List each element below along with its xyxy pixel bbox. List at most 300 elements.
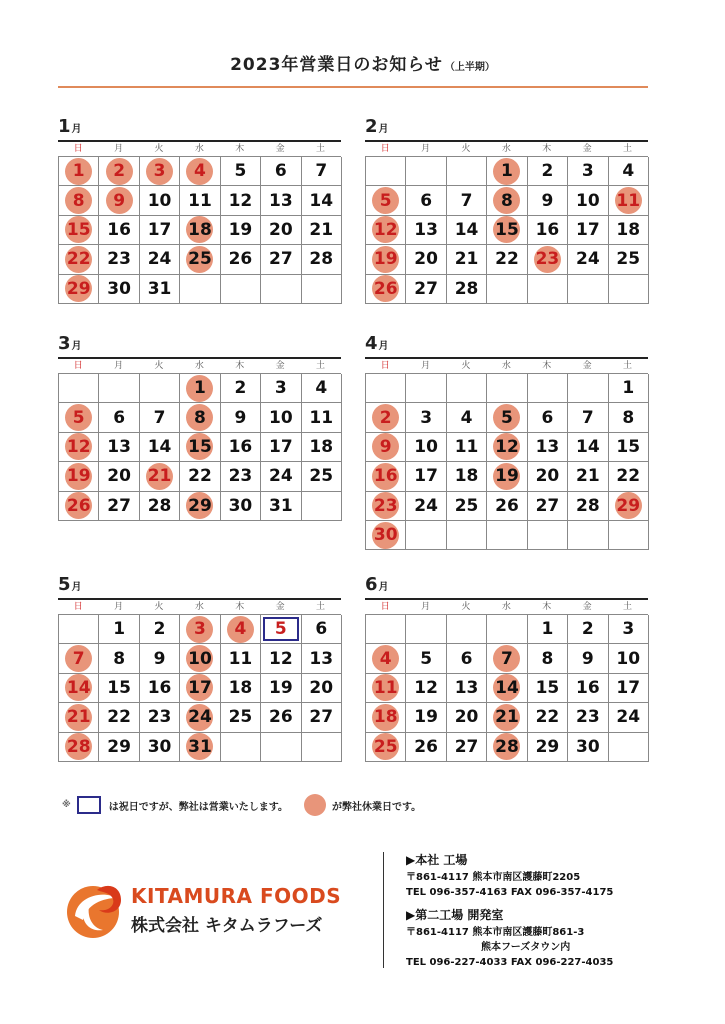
month-unit: 月 xyxy=(71,582,82,593)
day-cell xyxy=(447,492,487,521)
day-cell xyxy=(59,216,99,245)
empty-day-cell xyxy=(528,275,568,304)
day-number: 7 xyxy=(460,190,473,211)
day-number: 29 xyxy=(616,495,641,516)
day-cell xyxy=(140,644,180,673)
day-number: 14 xyxy=(575,436,600,457)
day-cell xyxy=(59,492,99,521)
office-address: 〒861-4117 熊本市南区護藤町2205 xyxy=(406,872,581,883)
month-calendar xyxy=(58,331,341,521)
day-cell xyxy=(261,157,301,186)
day-cell xyxy=(302,674,342,703)
day-number: 24 xyxy=(414,495,438,516)
empty-day-cell xyxy=(302,733,342,762)
legend-box-text: は祝日ですが、弊社は営業いたします。 xyxy=(108,801,288,813)
day-cell xyxy=(221,644,261,673)
day-cell xyxy=(180,644,220,673)
office-address-building: 熊本フーズタウン内 xyxy=(481,942,571,953)
day-cell xyxy=(447,674,487,703)
logo-mark-icon xyxy=(63,876,127,940)
weekday-label: 水 xyxy=(501,361,511,371)
month-header xyxy=(365,331,648,359)
day-number: 6 xyxy=(460,648,473,669)
day-cell xyxy=(366,245,406,274)
office-phone: TEL 096-357-4163 FAX 096-357-4175 xyxy=(406,887,614,898)
day-cell xyxy=(487,644,527,673)
weekday-label: 日 xyxy=(380,361,390,371)
day-number: 10 xyxy=(268,407,293,428)
month-unit: 月 xyxy=(71,124,82,135)
empty-day-cell xyxy=(140,374,180,403)
day-number: 22 xyxy=(495,249,519,270)
month-title xyxy=(58,574,82,595)
day-cell xyxy=(261,703,301,732)
day-number: 7 xyxy=(581,407,594,428)
day-number: 15 xyxy=(616,436,641,457)
weekday-label: 火 xyxy=(154,361,164,371)
day-number: 10 xyxy=(188,648,212,669)
weekday-label: 土 xyxy=(316,144,326,154)
empty-day-cell xyxy=(609,733,649,762)
day-cell xyxy=(261,245,301,274)
day-number: 25 xyxy=(309,466,334,487)
day-cell xyxy=(140,733,180,762)
day-cell xyxy=(447,703,487,732)
day-number: 20 xyxy=(414,249,438,270)
weekday-label: 金 xyxy=(582,361,592,371)
day-number: 5 xyxy=(274,619,287,640)
day-cell xyxy=(140,403,180,432)
day-number: 24 xyxy=(147,249,172,270)
day-cell xyxy=(99,674,139,703)
day-cell xyxy=(447,275,487,304)
day-cell xyxy=(487,674,527,703)
day-cell xyxy=(568,615,608,644)
day-cell xyxy=(302,644,342,673)
day-number: 1 xyxy=(622,378,635,399)
weekday-label: 日 xyxy=(380,602,390,612)
weekday-label: 日 xyxy=(73,144,83,154)
day-number: 26 xyxy=(228,249,253,270)
weekday-label: 木 xyxy=(235,602,245,612)
day-number: 4 xyxy=(379,648,392,669)
weekday-header xyxy=(365,600,648,614)
weekday-header xyxy=(58,359,341,373)
day-number: 15 xyxy=(535,677,560,698)
legend-dot-text: が弊社休業日です。 xyxy=(331,801,422,813)
office-head: ▶第二工場 開発室 xyxy=(406,908,504,922)
day-cell xyxy=(406,275,446,304)
day-number: 21 xyxy=(66,707,91,728)
day-cell xyxy=(59,275,99,304)
day-cell xyxy=(568,403,608,432)
day-cell xyxy=(406,403,446,432)
month-number: 4 xyxy=(365,333,378,354)
weekday-label: 日 xyxy=(73,602,83,612)
weekday-label: 水 xyxy=(194,361,204,371)
day-number: 6 xyxy=(274,161,287,182)
day-number: 25 xyxy=(228,707,253,728)
day-cell xyxy=(221,433,261,462)
day-cell xyxy=(140,245,180,274)
month-unit: 月 xyxy=(378,124,389,135)
month-header xyxy=(58,331,341,359)
day-cell xyxy=(221,403,261,432)
day-cell xyxy=(261,674,301,703)
day-number: 22 xyxy=(188,466,212,487)
weekday-label: 金 xyxy=(275,144,285,154)
month-unit: 月 xyxy=(71,341,82,352)
day-number: 12 xyxy=(66,436,91,457)
empty-day-cell xyxy=(487,521,527,550)
empty-day-cell xyxy=(609,521,649,550)
day-number: 21 xyxy=(147,466,172,487)
empty-day-cell xyxy=(406,615,446,644)
day-number: 14 xyxy=(309,190,334,211)
day-cell xyxy=(59,703,99,732)
day-cell xyxy=(99,275,139,304)
day-cell xyxy=(221,374,261,403)
day-number: 1 xyxy=(541,619,554,640)
day-number: 20 xyxy=(535,466,560,487)
empty-day-cell xyxy=(59,374,99,403)
day-number: 15 xyxy=(66,219,91,240)
month-grid xyxy=(58,373,341,521)
day-cell xyxy=(609,374,649,403)
day-number: 13 xyxy=(309,648,334,669)
day-number: 12 xyxy=(414,677,438,698)
day-cell xyxy=(99,433,139,462)
empty-day-cell xyxy=(302,275,342,304)
day-number: 18 xyxy=(309,436,334,457)
month-title xyxy=(58,116,82,137)
day-cell xyxy=(221,674,261,703)
day-number: 14 xyxy=(66,677,91,698)
office-address: 〒861-4117 熊本市南区護藤町861-3 xyxy=(406,927,585,938)
day-cell xyxy=(487,733,527,762)
day-cell xyxy=(302,615,342,644)
day-cell xyxy=(59,403,99,432)
day-cell xyxy=(180,492,220,521)
day-cell xyxy=(487,157,527,186)
empty-day-cell xyxy=(221,275,261,304)
day-cell xyxy=(99,733,139,762)
day-cell xyxy=(447,216,487,245)
day-cell xyxy=(447,462,487,491)
day-cell xyxy=(528,245,568,274)
day-number: 23 xyxy=(147,707,172,728)
day-cell xyxy=(568,703,608,732)
empty-day-cell xyxy=(528,374,568,403)
day-cell xyxy=(528,644,568,673)
weekday-label: 日 xyxy=(380,144,390,154)
legend-closed-dot xyxy=(304,794,326,816)
day-cell xyxy=(261,403,301,432)
day-cell xyxy=(180,403,220,432)
day-cell xyxy=(487,245,527,274)
empty-day-cell xyxy=(447,615,487,644)
day-cell xyxy=(99,462,139,491)
day-number: 19 xyxy=(414,707,438,728)
day-number: 7 xyxy=(315,161,328,182)
day-cell xyxy=(180,674,220,703)
day-cell xyxy=(140,492,180,521)
day-cell xyxy=(568,216,608,245)
day-cell xyxy=(366,703,406,732)
day-number: 18 xyxy=(228,677,253,698)
empty-day-cell xyxy=(261,733,301,762)
day-number: 16 xyxy=(373,466,398,487)
day-number: 28 xyxy=(147,495,172,516)
day-number: 30 xyxy=(147,736,172,757)
day-number: 13 xyxy=(107,436,131,457)
day-cell xyxy=(406,674,446,703)
day-number: 6 xyxy=(315,619,328,640)
weekday-label: 土 xyxy=(316,602,326,612)
day-cell xyxy=(261,433,301,462)
day-cell xyxy=(180,186,220,215)
empty-day-cell xyxy=(447,374,487,403)
day-cell xyxy=(609,157,649,186)
day-cell xyxy=(140,433,180,462)
day-cell xyxy=(406,186,446,215)
day-cell xyxy=(140,703,180,732)
day-cell xyxy=(366,492,406,521)
empty-day-cell xyxy=(406,157,446,186)
day-cell xyxy=(59,157,99,186)
empty-day-cell xyxy=(406,374,446,403)
day-cell xyxy=(99,492,139,521)
day-cell xyxy=(221,245,261,274)
day-number: 14 xyxy=(454,219,479,240)
legend-note-mark: ※ xyxy=(62,800,71,810)
empty-day-cell xyxy=(447,521,487,550)
day-number: 13 xyxy=(454,677,479,698)
day-number: 25 xyxy=(616,249,641,270)
day-number: 29 xyxy=(107,736,131,757)
day-number: 28 xyxy=(575,495,600,516)
day-number: 2 xyxy=(379,407,392,428)
day-cell xyxy=(99,403,139,432)
day-cell xyxy=(221,186,261,215)
day-number: 6 xyxy=(420,190,433,211)
day-number: 4 xyxy=(622,161,635,182)
weekday-label: 日 xyxy=(73,361,83,371)
day-number: 3 xyxy=(274,378,287,399)
day-number: 7 xyxy=(72,648,85,669)
day-cell xyxy=(406,433,446,462)
day-cell xyxy=(366,433,406,462)
day-cell xyxy=(99,245,139,274)
day-cell xyxy=(528,186,568,215)
day-cell xyxy=(528,733,568,762)
weekday-label: 金 xyxy=(582,602,592,612)
day-cell xyxy=(487,403,527,432)
day-number: 24 xyxy=(268,466,293,487)
day-number: 30 xyxy=(107,278,131,299)
day-number: 17 xyxy=(188,677,212,698)
month-calendar xyxy=(365,331,648,550)
day-number: 20 xyxy=(309,677,334,698)
day-number: 10 xyxy=(414,436,438,457)
day-number: 5 xyxy=(234,161,247,182)
month-grid xyxy=(58,156,341,304)
day-number: 19 xyxy=(66,466,91,487)
day-cell xyxy=(528,433,568,462)
day-number: 3 xyxy=(622,619,635,640)
day-number: 11 xyxy=(616,190,641,211)
month-number: 5 xyxy=(58,574,71,595)
day-number: 31 xyxy=(147,278,172,299)
day-cell xyxy=(261,374,301,403)
day-cell xyxy=(302,462,342,491)
empty-day-cell xyxy=(487,275,527,304)
day-number: 12 xyxy=(268,648,293,669)
day-number: 19 xyxy=(228,219,253,240)
day-cell xyxy=(302,403,342,432)
day-cell xyxy=(140,674,180,703)
day-number: 16 xyxy=(575,677,600,698)
legend xyxy=(62,792,421,818)
day-cell xyxy=(406,216,446,245)
day-cell xyxy=(261,644,301,673)
day-cell xyxy=(528,674,568,703)
day-cell xyxy=(180,433,220,462)
day-cell xyxy=(59,644,99,673)
month-title xyxy=(365,333,389,354)
day-number: 23 xyxy=(535,249,560,270)
day-number: 9 xyxy=(379,436,392,457)
day-number: 24 xyxy=(188,707,212,728)
day-cell xyxy=(261,216,301,245)
day-cell xyxy=(99,157,139,186)
day-cell xyxy=(59,674,99,703)
month-number: 6 xyxy=(365,574,378,595)
day-number: 9 xyxy=(113,190,126,211)
day-cell xyxy=(406,462,446,491)
day-number: 11 xyxy=(373,677,398,698)
day-number: 5 xyxy=(72,407,85,428)
day-number: 18 xyxy=(454,466,479,487)
day-number: 11 xyxy=(228,648,253,669)
day-number: 13 xyxy=(414,219,438,240)
weekday-label: 火 xyxy=(461,361,471,371)
day-number: 2 xyxy=(234,378,247,399)
day-number: 16 xyxy=(107,219,131,240)
day-cell xyxy=(609,644,649,673)
day-cell xyxy=(366,674,406,703)
day-cell xyxy=(568,492,608,521)
day-number: 18 xyxy=(188,219,212,240)
day-number: 20 xyxy=(107,466,131,487)
day-number: 17 xyxy=(268,436,293,457)
day-cell xyxy=(302,157,342,186)
page-title xyxy=(0,50,725,75)
day-cell xyxy=(366,403,406,432)
day-number: 22 xyxy=(616,466,641,487)
day-number: 7 xyxy=(501,648,513,669)
day-cell xyxy=(221,157,261,186)
day-number: 14 xyxy=(147,436,172,457)
day-cell xyxy=(140,157,180,186)
day-cell xyxy=(447,433,487,462)
day-number: 13 xyxy=(268,190,293,211)
day-cell xyxy=(447,186,487,215)
day-number: 22 xyxy=(107,707,131,728)
weekday-label: 木 xyxy=(542,361,552,371)
empty-day-cell xyxy=(59,615,99,644)
day-number: 27 xyxy=(268,249,293,270)
day-cell xyxy=(180,615,220,644)
day-cell xyxy=(528,403,568,432)
empty-day-cell xyxy=(609,275,649,304)
day-number: 10 xyxy=(575,190,600,211)
day-number: 1 xyxy=(194,378,206,399)
day-number: 3 xyxy=(153,161,166,182)
day-number: 4 xyxy=(315,378,328,399)
day-cell xyxy=(609,615,649,644)
day-cell xyxy=(528,462,568,491)
office-phone: TEL 096-227-4033 FAX 096-227-4035 xyxy=(406,957,614,968)
day-number: 2 xyxy=(541,161,554,182)
empty-day-cell xyxy=(406,521,446,550)
day-number: 1 xyxy=(113,619,126,640)
day-number: 17 xyxy=(575,219,600,240)
weekday-header xyxy=(58,142,341,156)
month-header xyxy=(58,572,341,600)
day-number: 12 xyxy=(228,190,253,211)
day-cell xyxy=(99,644,139,673)
month-calendar xyxy=(365,114,648,304)
company-name-jp: 株式会社 キタムラフーズ xyxy=(131,916,323,936)
day-number: 1 xyxy=(72,161,85,182)
day-number: 19 xyxy=(268,677,293,698)
day-cell xyxy=(609,674,649,703)
day-cell xyxy=(59,733,99,762)
day-number: 11 xyxy=(188,190,212,211)
day-cell xyxy=(59,433,99,462)
day-number: 6 xyxy=(541,407,554,428)
day-number: 19 xyxy=(495,466,519,487)
empty-day-cell xyxy=(366,157,406,186)
day-number: 15 xyxy=(495,219,519,240)
day-cell xyxy=(568,462,608,491)
day-cell xyxy=(140,462,180,491)
day-number: 13 xyxy=(535,436,560,457)
day-number: 16 xyxy=(147,677,172,698)
day-number: 21 xyxy=(309,219,334,240)
weekday-label: 火 xyxy=(154,144,164,154)
day-cell xyxy=(221,216,261,245)
month-title xyxy=(365,574,389,595)
day-number: 12 xyxy=(495,436,519,457)
day-number: 22 xyxy=(535,707,560,728)
weekday-header xyxy=(365,359,648,373)
day-number: 1 xyxy=(501,161,513,182)
day-cell xyxy=(180,733,220,762)
day-cell xyxy=(59,245,99,274)
day-number: 29 xyxy=(535,736,560,757)
day-cell xyxy=(406,703,446,732)
day-number: 23 xyxy=(575,707,600,728)
day-cell xyxy=(487,462,527,491)
day-cell xyxy=(99,216,139,245)
day-cell xyxy=(406,733,446,762)
day-number: 14 xyxy=(495,677,519,698)
weekday-label: 木 xyxy=(235,361,245,371)
weekday-label: 金 xyxy=(582,144,592,154)
day-cell xyxy=(302,703,342,732)
